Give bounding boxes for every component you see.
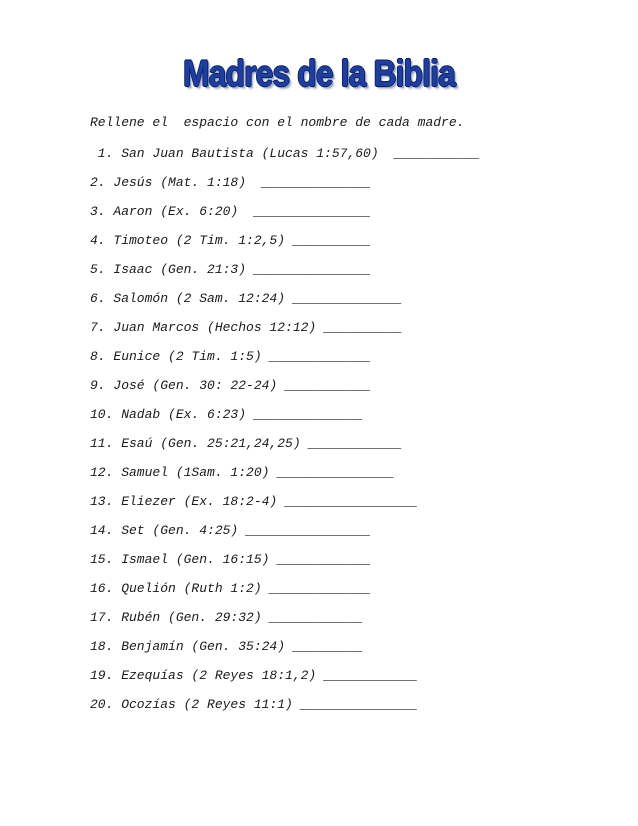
question-item-6: 6. Salomón (2 Sam. 12:24) ______________ xyxy=(90,291,403,306)
question-item-14: 14. Set (Gen. 4:25) ________________ xyxy=(90,523,371,538)
question-item-17: 17. Rubén (Gen. 29:32) ____________ xyxy=(90,610,364,625)
question-item-13: 13. Eliezer (Ex. 18:2-4) _________________ xyxy=(90,494,418,509)
question-item-1: 1. San Juan Bautista (Lucas 1:57,60) ___________ xyxy=(90,146,481,161)
page-title: Madres de la Biblia xyxy=(183,53,455,94)
question-item-8: 8. Eunice (2 Tim. 1:5) _____________ xyxy=(90,349,371,364)
question-item-2: 2. Jesús (Mat. 1:18) ______________ xyxy=(90,175,371,190)
question-item-9: 9. José (Gen. 30: 22-24) ___________ xyxy=(90,378,371,393)
question-item-11: 11. Esaú (Gen. 25:21,24,25) ____________ xyxy=(90,436,403,451)
question-item-18: 18. Benjamín (Gen. 35:24) _________ xyxy=(90,639,364,654)
question-list xyxy=(90,113,610,724)
question-item-16: 16. Quelión (Ruth 1:2) _____________ xyxy=(90,581,371,596)
question-item-7: 7. Juan Marcos (Hechos 12:12) __________ xyxy=(90,320,403,335)
question-item-4: 4. Timoteo (2 Tim. 1:2,5) __________ xyxy=(90,233,371,248)
question-item-5: 5. Isaac (Gen. 21:3) _______________ xyxy=(90,262,371,277)
question-item-15: 15. Ismael (Gen. 16:15) ____________ xyxy=(90,552,371,567)
question-item-19: 19. Ezequías (2 Reyes 18:1,2) ____________ xyxy=(90,668,418,683)
question-item-12: 12. Samuel (1Sam. 1:20) _______________ xyxy=(90,465,395,480)
question-item-3: 3. Aaron (Ex. 6:20) _______________ xyxy=(90,204,371,219)
question-item-10: 10. Nadab (Ex. 6:23) ______________ xyxy=(90,407,364,422)
instructions-text: Rellene el espacio con el nombre de cada madre. xyxy=(90,115,465,130)
question-item-20: 20. Ocozías (2 Reyes 11:1) _______________ xyxy=(90,697,418,712)
